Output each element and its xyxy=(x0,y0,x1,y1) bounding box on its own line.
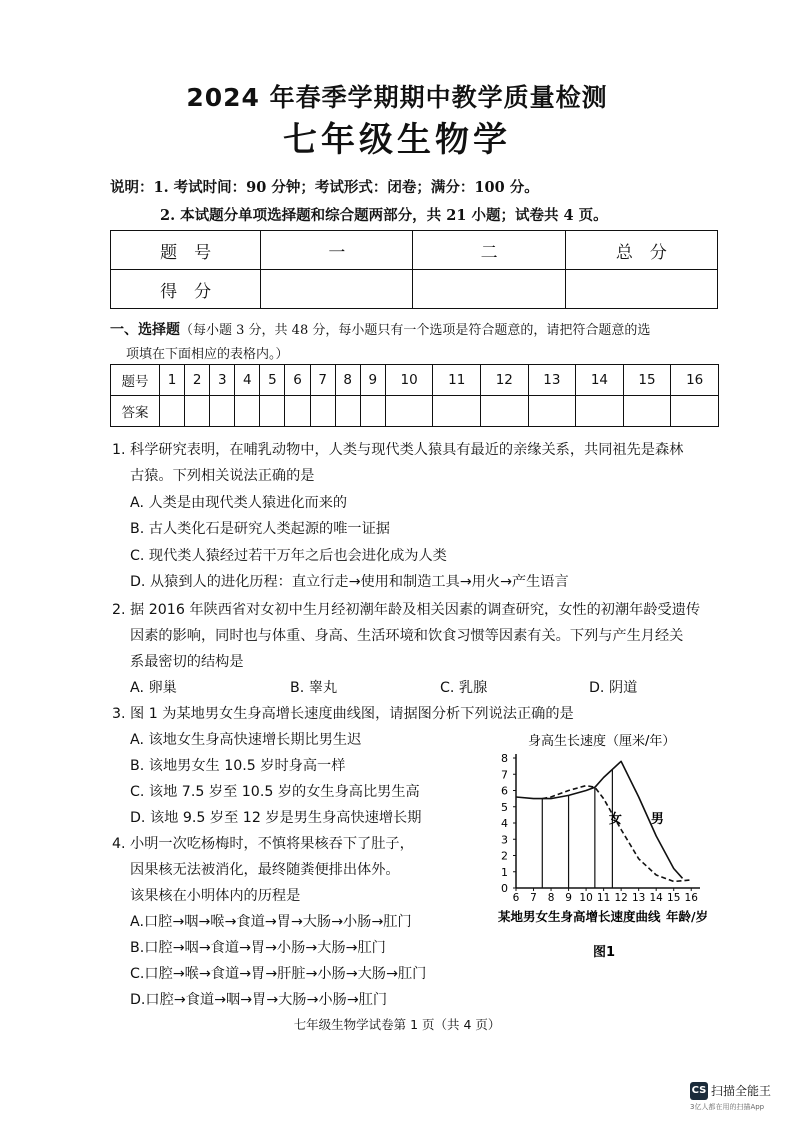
answer-table-number: 10 xyxy=(385,365,433,396)
answer-table-number: 5 xyxy=(260,365,285,396)
answer-cell[interactable] xyxy=(335,396,360,427)
score-cell[interactable] xyxy=(413,270,565,309)
y-tick-label: 0 xyxy=(501,882,508,895)
q1-option-a: A. 人类是由现代类人猿进化而来的 xyxy=(130,495,348,511)
q1-option-d: D. 从猿到人的进化历程：直立行走→使用和制造工具→用火→产生语言 xyxy=(130,574,569,590)
answer-table-number: 4 xyxy=(235,365,260,396)
series-label-female: 女 xyxy=(608,812,622,827)
x-tick-label: 12 xyxy=(614,892,628,904)
q1-stem-line2: 古猿。下列相关说法正确的是 xyxy=(130,468,315,484)
q4-stem-line3: 该果核在小明体内的历程是 xyxy=(130,888,301,904)
chart-title: 身高生长速度（厘米/年） xyxy=(528,734,676,749)
answer-table-number: 15 xyxy=(623,365,671,396)
x-tick-label: 6 xyxy=(512,892,520,904)
answer-cell[interactable] xyxy=(185,396,210,427)
x-tick-label: 7 xyxy=(530,892,537,904)
q3-option-c: C. 该地 7.5 岁至 10.5 岁的女生身高比男生高 xyxy=(130,784,420,800)
answer-table-number: 13 xyxy=(528,365,576,396)
answer-table-number: 14 xyxy=(576,365,624,396)
score-header-label: 题 号 xyxy=(111,231,261,270)
chart-x-axis-label: 年龄/岁 xyxy=(666,909,709,924)
scanner-watermark xyxy=(690,1080,794,1112)
q2-option-b: B. 睾丸 xyxy=(290,680,338,696)
chart-vertical-lines xyxy=(542,769,612,888)
page-footer: 七年级生物学试卷第 1 页（共 4 页） xyxy=(293,1017,501,1032)
score-cell[interactable] xyxy=(565,270,717,309)
figure-label: 图1 xyxy=(593,945,616,960)
y-tick-label: 8 xyxy=(501,752,508,765)
answer-cell[interactable] xyxy=(481,396,529,427)
y-tick-label: 6 xyxy=(501,784,508,798)
answer-table-number: 6 xyxy=(285,365,310,396)
x-tick-label: 14 xyxy=(649,892,663,904)
series-label-male: 男 xyxy=(650,812,664,827)
section-one-heading: 一、选择题（每小题 3 分，共 48 分，每小题只有一个选项是符合题意的，请把符合题意的选 项填在下面相应的表格内。） xyxy=(110,322,651,362)
answer-cell[interactable] xyxy=(235,396,260,427)
chart-caption: 某地男女生身高增长速度曲线 xyxy=(498,909,661,924)
answer-table-number: 8 xyxy=(335,365,360,396)
q4-option-d: D.口腔→食道→咽→胃→大肠→小肠→肛门 xyxy=(130,992,388,1008)
q1-option-c: C. 现代类人猿经过若干万年之后也会进化成为人类 xyxy=(130,548,447,564)
answer-table-ans-label: 答案 xyxy=(111,396,160,427)
chart-ticks xyxy=(501,752,698,904)
score-col-total: 总 分 xyxy=(565,231,717,270)
q4-stem-line2: 因果核无法被消化，最终随粪便排出体外。 xyxy=(130,862,400,878)
y-tick-label: 3 xyxy=(501,833,508,847)
x-tick-label: 16 xyxy=(684,892,698,904)
x-tick-label: 11 xyxy=(596,892,611,904)
answer-cell[interactable] xyxy=(285,396,310,427)
answer-table-num-label: 题号 xyxy=(111,365,160,396)
x-tick-label: 15 xyxy=(667,892,681,904)
y-tick-label: 7 xyxy=(501,768,508,782)
q2-option-d: D. 阴道 xyxy=(589,680,638,696)
q3-option-b: B. 该地男女生 10.5 岁时身高一样 xyxy=(130,758,346,774)
exam-subject: 七年级生物学 xyxy=(283,120,511,160)
answer-cell[interactable] xyxy=(671,396,719,427)
scanner-app-name: 扫描全能王 xyxy=(711,1084,772,1098)
x-tick-label: 8 xyxy=(547,892,555,904)
answer-table-number: 12 xyxy=(481,365,529,396)
answer-cell[interactable] xyxy=(210,396,235,427)
series-line-female xyxy=(542,786,691,882)
answer-table-number: 9 xyxy=(360,365,385,396)
y-tick-label: 5 xyxy=(501,800,508,814)
answer-table-number: 7 xyxy=(310,365,335,396)
answer-table-number: 2 xyxy=(185,365,210,396)
answer-cell[interactable] xyxy=(623,396,671,427)
growth-rate-chart xyxy=(480,728,720,964)
q4-option-c: C.口腔→喉→食道→胃→肝脏→小肠→大肠→肛门 xyxy=(130,966,427,982)
score-cell[interactable] xyxy=(261,270,413,309)
score-col-1: 一 xyxy=(261,231,413,270)
q4-option-a: A.口腔→咽→喉→食道→胃→大肠→小肠→肛门 xyxy=(130,914,412,930)
answer-cell[interactable] xyxy=(360,396,385,427)
x-tick-label: 9 xyxy=(565,892,572,904)
answer-table-number: 3 xyxy=(210,365,235,396)
answer-table-number: 16 xyxy=(671,365,719,396)
x-tick-label: 10 xyxy=(579,892,593,904)
answer-table xyxy=(110,364,719,427)
q4-option-b: B.口腔→咽→食道→胃→小肠→大肠→肛门 xyxy=(130,940,386,956)
instruction-line-2: 2. 本试题分单项选择题和综合题两部分，共 21 小题；试卷共 4 页。 xyxy=(160,207,608,224)
score-table xyxy=(110,230,718,309)
answer-table-number: 1 xyxy=(160,365,185,396)
instruction-line-1: 说明：1. 考试时间：90 分钟；考试形式：闭卷；满分：100 分。 xyxy=(110,179,539,196)
q2-stem-line3: 系最密切的结构是 xyxy=(130,654,244,670)
q1-option-b: B. 古人类化石是研究人类起源的唯一证据 xyxy=(130,521,390,537)
q3-option-d: D. 该地 9.5 岁至 12 岁是男生身高快速增长期 xyxy=(130,810,422,826)
answer-cell[interactable] xyxy=(433,396,481,427)
scanner-logo-icon: CS xyxy=(690,1082,708,1100)
q2-stem-line2: 因素的影响，同时也与体重、身高、生活环境和饮食习惯等因素有关。下列与产生月经关 xyxy=(130,628,684,644)
q2-stem-line1: 2. 据 2016 年陕西省对女初中生月经初潮年龄及相关因素的调查研究，女性的初潮年龄受遗传 xyxy=(112,602,701,618)
answer-table-number: 11 xyxy=(433,365,481,396)
y-tick-label: 1 xyxy=(501,865,508,879)
q3-stem: 3. 图 1 为某地男女生身高增长速度曲线图，请据图分析下列说法正确的是 xyxy=(112,706,574,722)
answer-cell[interactable] xyxy=(160,396,185,427)
y-tick-label: 2 xyxy=(501,849,508,863)
answer-cell[interactable] xyxy=(576,396,624,427)
answer-cell[interactable] xyxy=(260,396,285,427)
scanner-tagline: 3亿人都在用的扫描App xyxy=(690,1102,765,1111)
score-col-2: 二 xyxy=(413,231,565,270)
score-row-label: 得 分 xyxy=(111,270,261,309)
x-tick-label: 13 xyxy=(631,892,646,904)
q1-stem-line1: 1. 科学研究表明，在哺乳动物中，人类与现代类人猿具有最近的亲缘关系，共同祖先是森林 xyxy=(112,442,684,458)
answer-cell[interactable] xyxy=(385,396,433,427)
q3-option-a: A. 该地女生身高快速增长期比男生迟 xyxy=(130,732,362,748)
y-tick-label: 4 xyxy=(501,817,508,830)
answer-cell[interactable] xyxy=(310,396,335,427)
exam-title: 2024 年春季学期期中教学质量检测 xyxy=(186,83,608,112)
q2-option-a: A. 卵巢 xyxy=(130,680,177,696)
q4-stem-line1: 4. 小明一次吃杨梅时，不慎将果核吞下了肚子， xyxy=(112,836,414,852)
answer-cell[interactable] xyxy=(528,396,576,427)
q2-option-c: C. 乳腺 xyxy=(440,680,488,696)
